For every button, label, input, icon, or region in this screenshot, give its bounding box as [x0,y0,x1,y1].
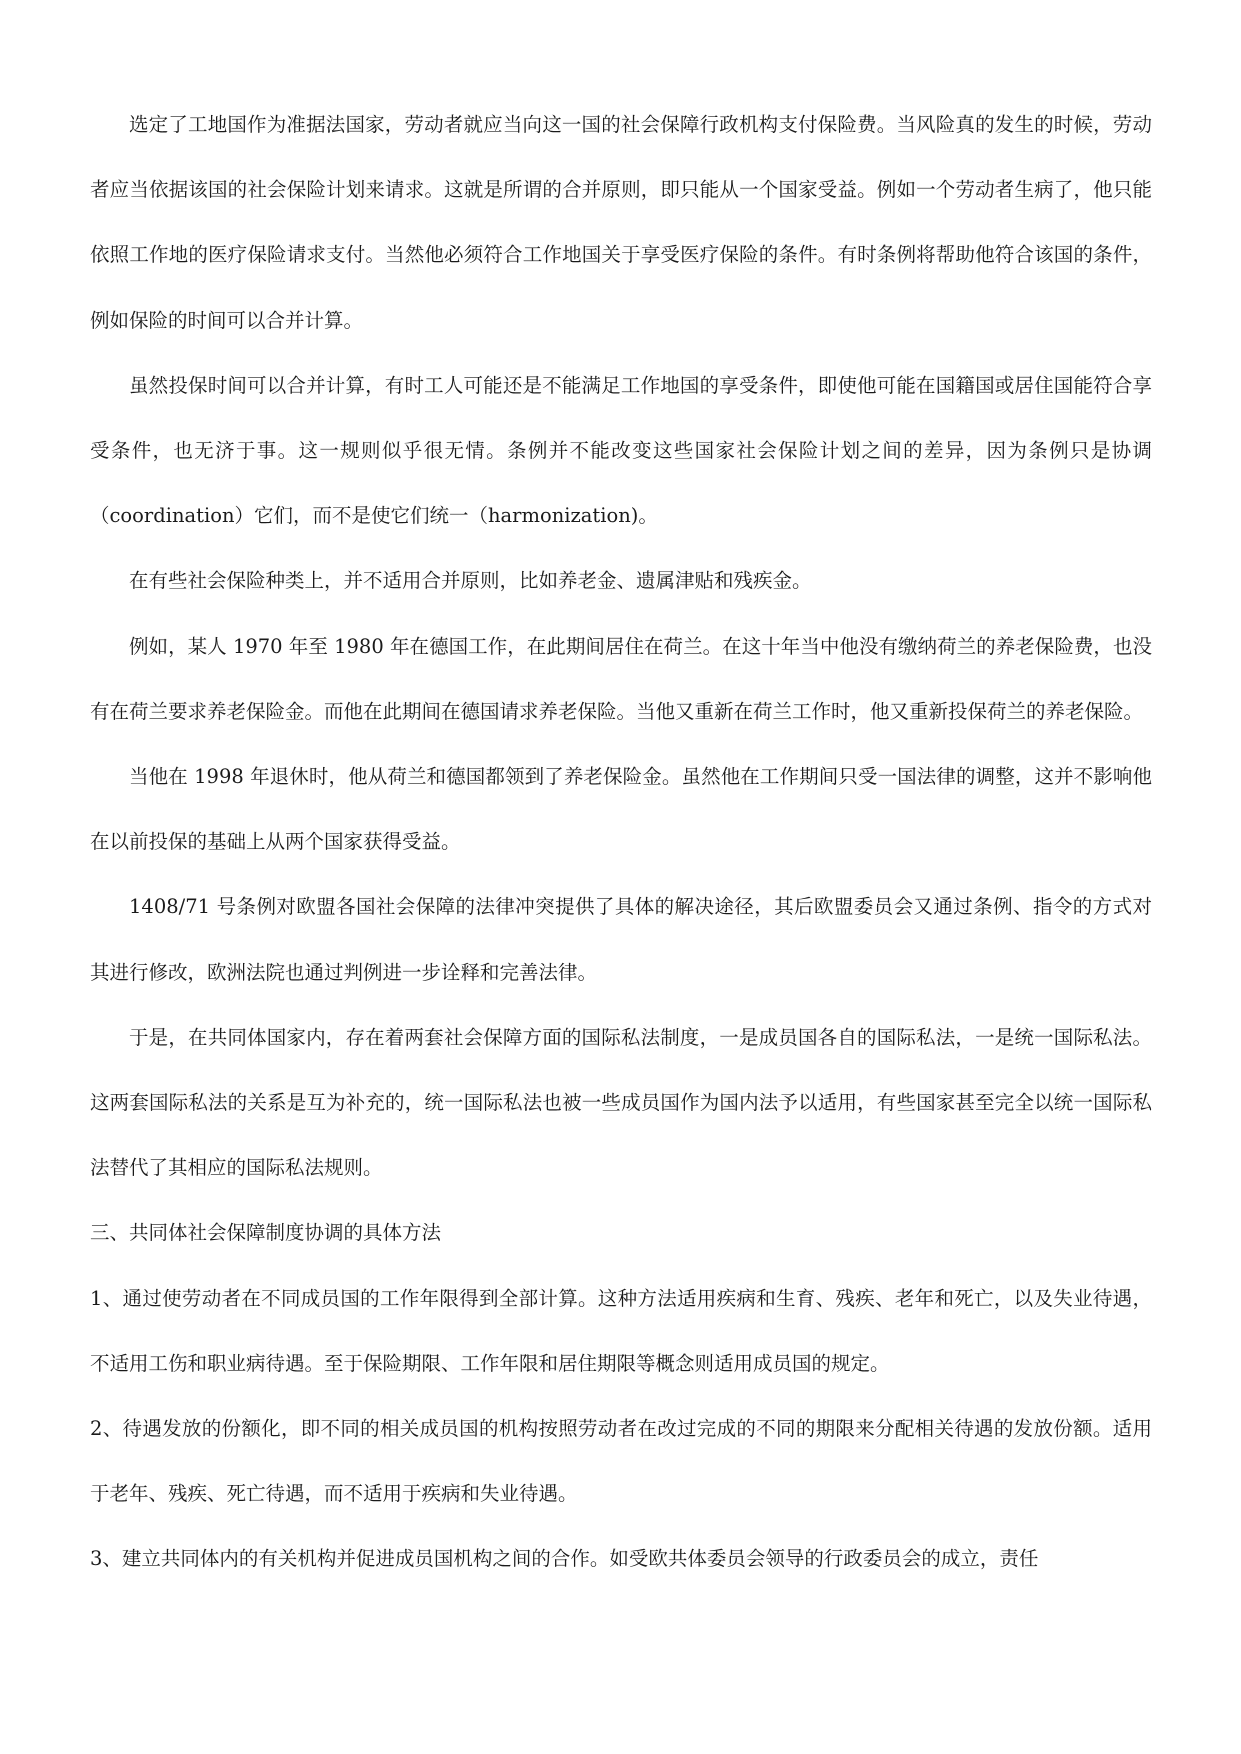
paragraph-retirement-example: 当他在 1998 年退休时，他从荷兰和德国都领到了养老保险金。虽然他在工作期间只受一国法律的调整，这并不影响他在以前投保的基础上从两个国家获得受益。 [90,765,1152,854]
paragraph-aggregation-limits: 虽然投保时间可以合并计算，有时工人可能还是不能满足工作地国的享受条件，即使他可能在国籍国或居住国能符合享受条件，也无济于事。这一规则似乎很无情。条例并不能改变这些国家社会保险计划之间的差异，因为条例只是协调（coordination）它们，而不是使它们统一（harmonization)。 [90,373,1152,528]
paragraph-regulation-1408-71: 1408/71 号条例对欧盟各国社会保障的法律冲突提供了具体的解决途径，其后欧盟委员会又通过条例、指令的方式对其进行修改，欧洲法院也通过判例进一步诠释和完善法律。 [90,895,1152,984]
paragraph-example-germany-netherlands: 例如，某人 1970 年至 1980 年在德国工作，在此期间居住在荷兰。在这十年当中他没有缴纳荷兰的养老保险费，也没有在荷兰要求养老保险金。而他在此期间在德国请求养老保险。当他又重新在荷兰工作时，他又重新投保荷兰的养老保险。 [90,634,1152,723]
section-heading: 三、共同体社会保障制度协调的具体方法 [90,1221,442,1245]
list-item-cooperation: 3、建立共同体内的有关机构并促进成员国机构之间的合作。如受欧共体委员会领导的行政委员会的成立，责任 [90,1547,1039,1571]
document-page [90,92,1152,1592]
paragraph-two-systems: 于是，在共同体国家内，存在着两套社会保障方面的国际私法制度，一是成员国各自的国际私法，一是统一国际私法。这两套国际私法的关系是互为补充的，统一国际私法也被一些成员国作为国内法予以适用，有些国家甚至完全以统一国际私法替代了其相应的国际私法规则。 [90,1025,1152,1180]
list-item-pro-rata: 2、待遇发放的份额化，即不同的相关成员国的机构按照劳动者在改过完成的不同的期限来分配相关待遇的发放份额。适用于老年、残疾、死亡待遇，而不适用于疾病和失业待遇。 [90,1417,1152,1506]
paragraph-merger-principle: 选定了工地国作为准据法国家，劳动者就应当向这一国的社会保障行政机构支付保险费。当风险真的发生的时候，劳动者应当依据该国的社会保险计划来请求。这就是所谓的合并原则，即只能从一个国家受益。例如一个劳动者生病了，他只能依照工作地的医疗保险请求支付。当然他必须符合工作地国关于享受医疗保险的条件。有时条例将帮助他符合该国的条件，例如保险的时间可以合并计算。 [90,113,1152,332]
list-item-aggregation: 1、通过使劳动者在不同成员国的工作年限得到全部计算。这种方法适用疾病和生育、残疾、老年和死亡，以及失业待遇，不适用工伤和职业病待遇。至于保险期限、工作年限和居住期限等概念则适用成员国的规定。 [90,1286,1152,1375]
paragraph-exceptions: 在有些社会保险种类上，并不适用合并原则，比如养老金、遗属津贴和残疾金。 [129,569,812,593]
